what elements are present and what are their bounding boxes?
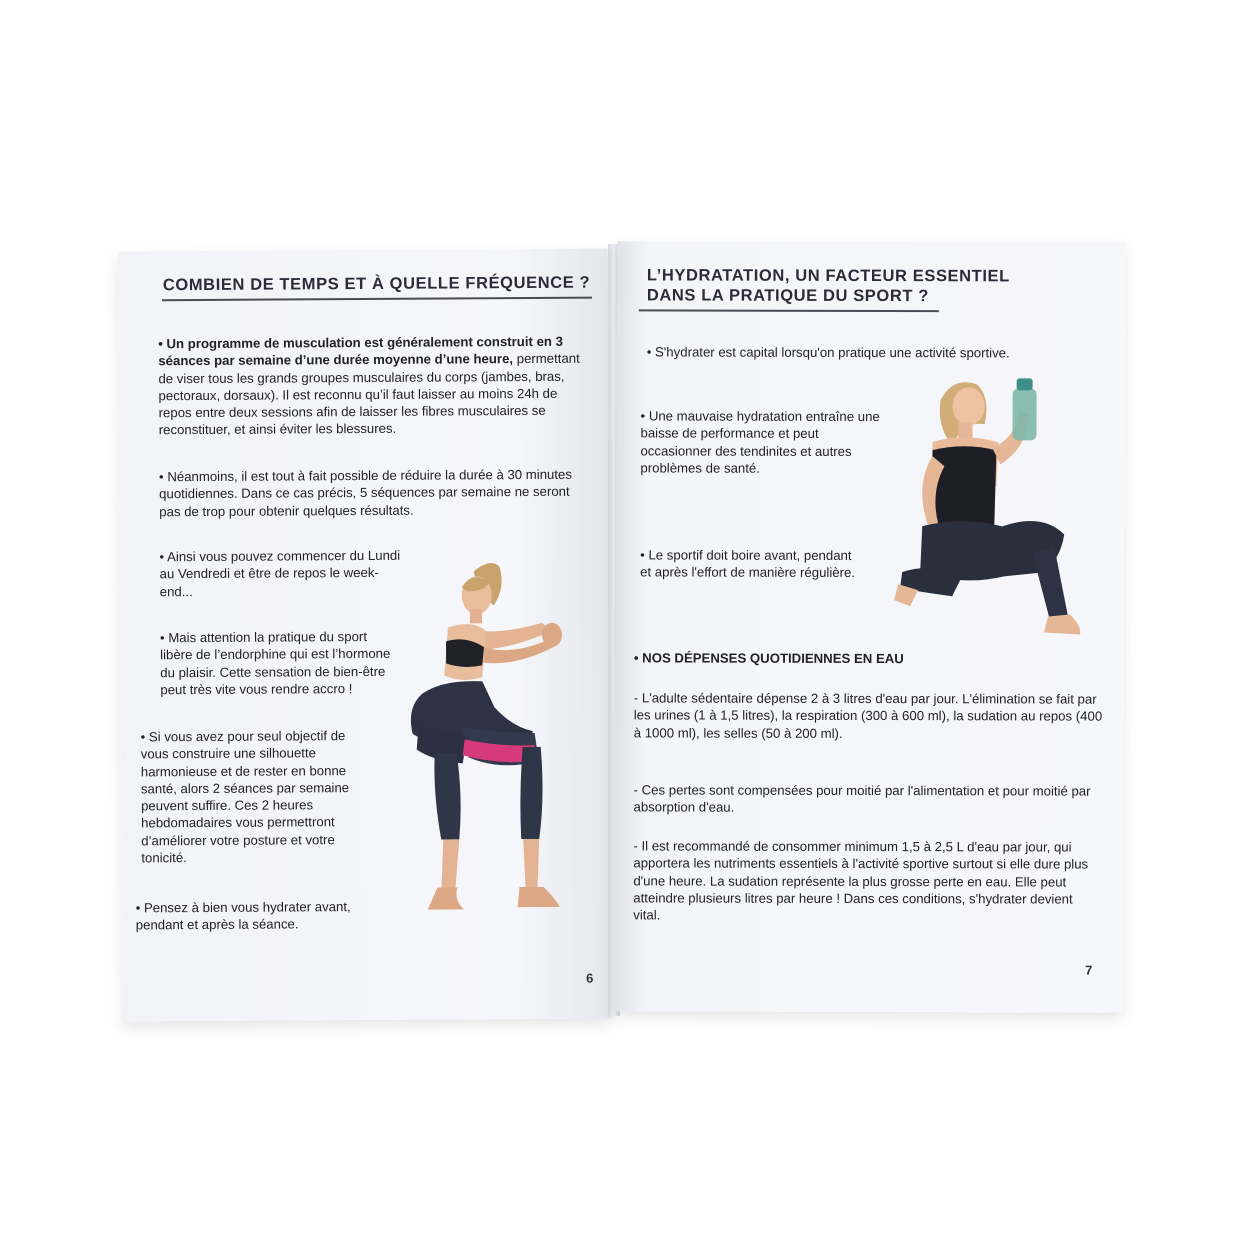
right-page-title-line1: L’HYDRATATION, UN FACTEUR ESSENTIEL xyxy=(646,266,1010,286)
paragraph-two-sessions: • Si vous avez pour seul objectif de vous construire une silhouette harmonieuse et de rester en bonne santé, alors 2 séances par semaine peuvent suffire. Ces 2 heures hebdomadaires vous permettront d’améliorer votre posture et votre tonicité. xyxy=(140,728,350,866)
title-rule-right xyxy=(639,309,939,312)
paragraph-capital: • S'hydrater est capital lorsqu'on pratique une activité sportive. xyxy=(646,344,1010,361)
paragraph-sedentary: - L'adulte sédentaire dépense 2 à 3 litres d'eau par jour. L'élimination se fait par les urines (1 à 1,5 litres), la respiration (300 à 600 ml), la sudation au repos (400 à 1000 ml), les selles (50 à 200 ml). xyxy=(633,690,1103,741)
paragraph-recommendation: - Il est recommandé de consommer minimum 1,5 à 2,5 L d'eau par jour, qui apportera les nutriments essentiels à l'activité sportive surtout si elle dure plus d'une heure. La sudation représente la plus grosse perte en eau. Elle peut atteindre plusieurs litres par heure ! Dans ces conditions, s'hydrater devient vital. xyxy=(633,838,1089,923)
paragraph-duration: • Néanmoins, il est tout à fait possible de réduire la durée à 30 minutes quotidiennes. Dans ce cas précis, 5 séquences par semaine ne seront pas de trop pour obtenir quelques résultats. xyxy=(158,466,573,519)
paragraph-program-bold: • Un programme de musculation est généralement construit en 3 séances par semaine d’une durée moyenne d’une heure, xyxy=(158,333,563,369)
subheading-water-expenses: • NOS DÉPENSES QUOTIDIENNES EN EAU xyxy=(633,650,904,667)
title-rule xyxy=(162,297,592,302)
paragraph-endorphin: • Mais attention la pratique du sport libère de l’endorphine qui est l’hormone du plaisir. Cette sensation de bien-être peut très vite vous rendre accro ! xyxy=(159,628,391,698)
page-number-right: 7 xyxy=(1085,962,1093,978)
paragraph-program xyxy=(158,333,589,439)
paragraph-weekdays: • Ainsi vous pouvez commencer du Lundi au Vendredi et être de repos le week-end... xyxy=(159,547,401,599)
page-number-left: 6 xyxy=(586,970,594,986)
left-page xyxy=(118,249,613,1022)
right-page-title-line2: DANS LA PRATIQUE DU SPORT ? xyxy=(646,286,929,306)
drinking-woman-photo xyxy=(892,376,1093,667)
paragraph-program-rest: permettant de viser tous les grands groupes musculaires du corps (jambes, bras, pectoraux, dorsaux). Il est reconnu qu’il faut laisser au moins 24h de repos entre deux sessions afin de laisser les fibres musculaires se reconstituer, et ainsi éviter les blessures. xyxy=(158,350,580,438)
right-page xyxy=(615,241,1125,1012)
left-page-title: COMBIEN DE TEMPS ET À QUELLE FRÉQUENCE ? xyxy=(162,273,591,295)
paragraph-drink-timing: • Le sportif doit boire avant, pendant et après l'effort de manière régulière. xyxy=(640,547,856,581)
paragraph-bad-hydration: • Une mauvaise hydratation entraîne une baisse de performance et peut occasionner des tendinites et autres problèmes de santé. xyxy=(640,408,880,476)
paragraph-losses: - Ces pertes sont compensées pour moitié par l'alimentation et pour moitié par absorption d'eau. xyxy=(633,782,1091,815)
paragraph-hydrate: • Pensez à bien vous hydrater avant, pendant et après la séance. xyxy=(135,899,351,933)
squat-woman-photo xyxy=(382,557,585,998)
open-booklet xyxy=(120,242,1126,1016)
